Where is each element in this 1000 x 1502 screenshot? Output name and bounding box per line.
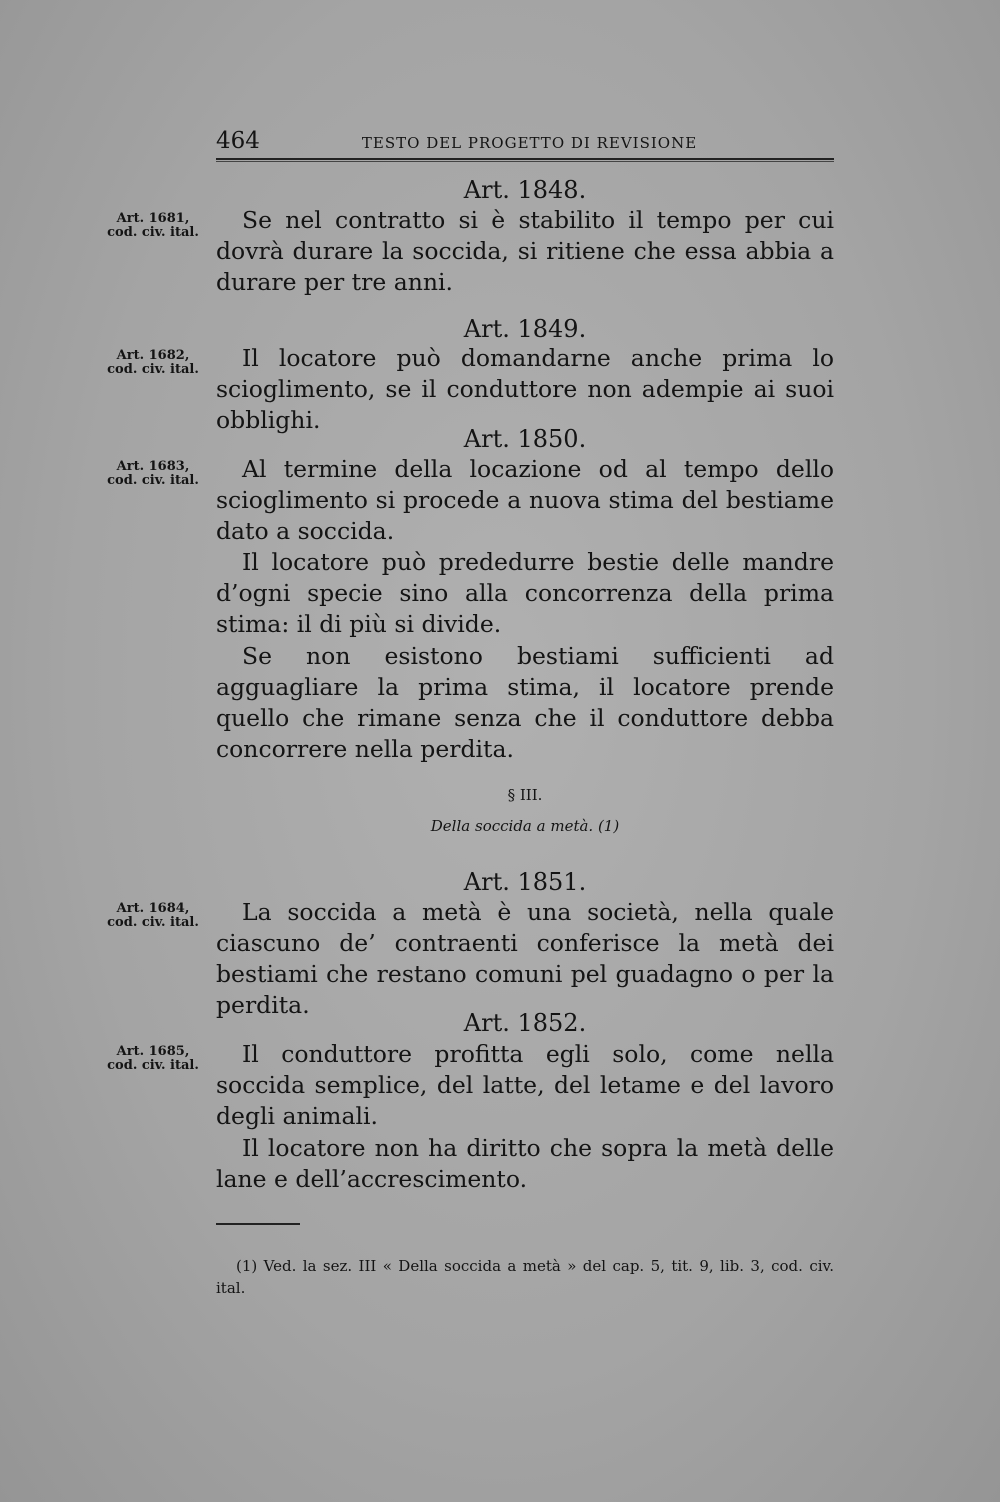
header-rule	[216, 158, 834, 162]
article-heading-1851: Art. 1851.	[463, 868, 587, 896]
section-title: Della soccida a metà. (1)	[430, 817, 620, 835]
section-number: § III.	[507, 786, 543, 804]
article-1850-paragraph-2: Il locatore può prededurre bestie delle mandre d’ogni specie sino alla concorrenza della prima stima: il di più si divide.	[216, 548, 834, 638]
article-heading-1852: Art. 1852.	[463, 1009, 587, 1037]
article-1851-paragraph: La soccida a metà è una società, nella quale ciascuno de’ contraenti conferisce la metà dei bestiami che restano comuni pel guadagno o per la perdita.	[216, 898, 834, 1019]
article-1848-paragraph: Se nel contratto si è stabilito il tempo per cui dovrà durare la soccida, si ritiene che essa abbia a durare per tre anni.	[216, 206, 834, 296]
article-1849-paragraph: Il locatore può domandarne anche prima lo scioglimento, se il conduttore non adempie ai suoi obblighi.	[216, 344, 834, 434]
page-number: 464	[216, 128, 260, 154]
article-heading-1848: Art. 1848.	[463, 176, 587, 204]
footnote-rule	[216, 1223, 300, 1225]
article-1852-paragraph-1: Il conduttore profitta egli solo, come nella soccida semplice, del latte, del letame e del lavoro degli animali.	[216, 1040, 834, 1130]
article-1850-paragraph-1: Al termine della locazione od al tempo dello scioglimento si procede a nuova stima del bestiame dato a soccida.	[216, 455, 834, 545]
margin-note-art-1684: Art. 1684, cod. civ. ital.	[107, 901, 199, 930]
article-heading-1850: Art. 1850.	[463, 425, 587, 453]
running-title: TESTO DEL PROGETTO DI REVISIONE	[361, 134, 698, 152]
article-heading-1849: Art. 1849.	[463, 315, 587, 343]
margin-note-art-1683: Art. 1683, cod. civ. ital.	[107, 459, 199, 488]
running-head	[216, 128, 834, 158]
article-1852-paragraph-2: Il locatore non ha diritto che sopra la metà delle lane e dell’accrescimento.	[216, 1134, 834, 1193]
margin-note-art-1681: Art. 1681, cod. civ. ital.	[107, 211, 199, 240]
article-1850-paragraph-3: Se non esistono bestiami sufficienti ad agguagliare la prima stima, il locatore prende quello che rimane senza che il conduttore debba concorrere nella perdita.	[216, 642, 834, 763]
footnote: (1) Ved. la sez. III « Della soccida a metà » del cap. 5, tit. 9, lib. 3, cod. civ. ital.	[216, 1257, 834, 1297]
margin-note-art-1682: Art. 1682, cod. civ. ital.	[107, 348, 199, 377]
margin-note-art-1685: Art. 1685, cod. civ. ital.	[107, 1044, 199, 1073]
